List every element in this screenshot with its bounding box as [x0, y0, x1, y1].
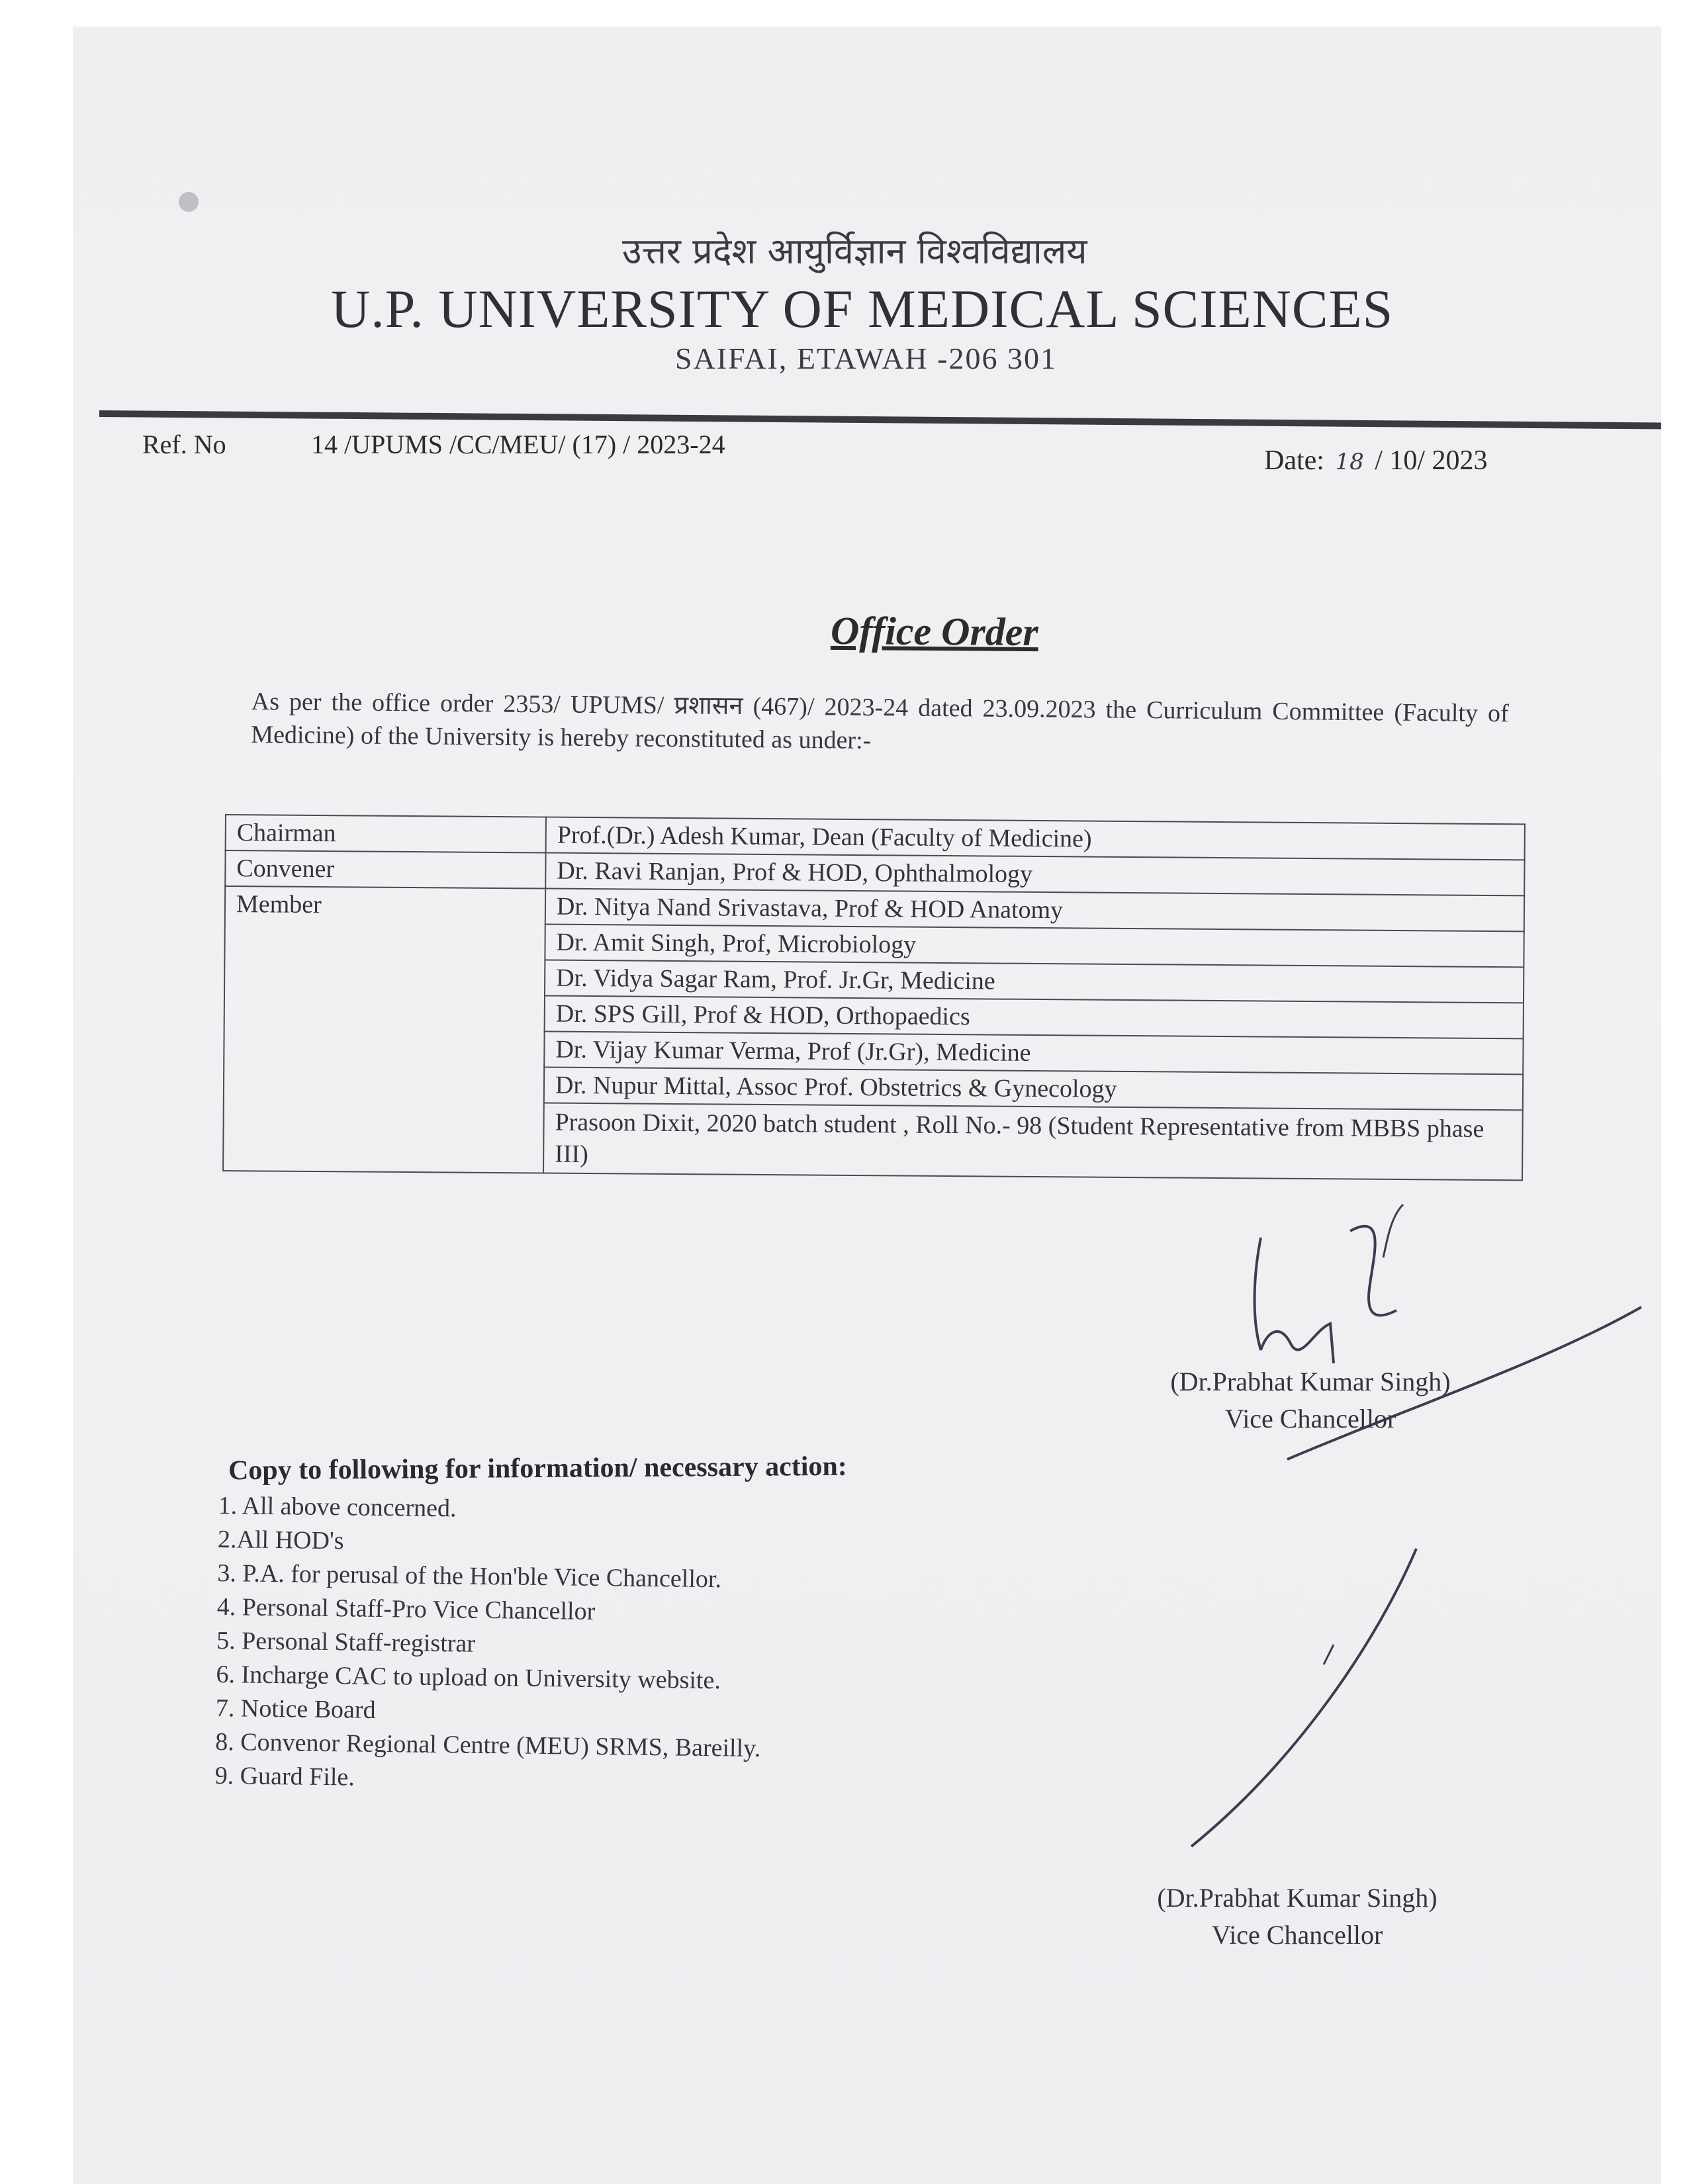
- list-item: 2.All HOD's: [217, 1525, 344, 1555]
- list-item: 6. Incharge CAC to upload on University website.: [216, 1660, 721, 1695]
- member-cell: Dr. SPS Gill, Prof & HOD, Orthopaedics: [545, 996, 1524, 1039]
- intro-paragraph: As per the office order 2353/ UPUMS/ प्रशासन (467)/ 2023-24 dated 23.09.2023 the Curriculum Committee (Faculty of Medicine) of the University is hereby reconstituted as under:-: [251, 687, 1509, 754]
- list-item: 5. Personal Staff-registrar: [216, 1626, 476, 1658]
- punch-hole: [179, 192, 199, 212]
- signature-block: [1112, 1880, 1483, 1954]
- signatory-name: (Dr.Prabhat Kumar Singh): [1157, 1883, 1438, 1913]
- role-cell: Convener: [225, 850, 545, 889]
- member-cell: Dr. Nitya Nand Srivastava, Prof & HOD Anatomy: [545, 889, 1524, 932]
- list-item: 9. Guard File.: [214, 1761, 355, 1792]
- date-rest: / 10/ 2023: [1375, 445, 1488, 476]
- signatory-title: Vice Chancellor: [1211, 1920, 1383, 1950]
- signatory-name: (Dr.Prabhat Kumar Singh): [1170, 1367, 1451, 1396]
- signature-block: [1125, 1363, 1496, 1437]
- list-item: 4. Personal Staff-Pro Vice Chancellor: [216, 1592, 596, 1625]
- member-cell: Dr. Vijay Kumar Verma, Prof (Jr.Gr), Medicine: [544, 1032, 1523, 1075]
- role-cell: Chairman: [226, 815, 546, 853]
- signatory-title: Vice Chancellor: [1224, 1404, 1396, 1433]
- university-address: SAIFAI, ETAWAH -206 301: [675, 341, 1057, 375]
- list-item: 3. P.A. for perusal of the Hon'ble Vice Chancellor.: [217, 1559, 722, 1594]
- member-cell: Dr. Amit Singh, Prof, Microbiology: [545, 925, 1524, 968]
- university-name-hindi: उत्तर प्रदेश आयुर्विज्ञान विश्वविद्यालय: [622, 230, 1087, 272]
- reference-label: Ref. No: [142, 430, 226, 459]
- university-name: U.P. UNIVERSITY OF MEDICAL SCIENCES: [331, 279, 1394, 339]
- role-cell: Member: [223, 886, 545, 1173]
- page-title: Office Order: [830, 608, 1039, 655]
- list-item: 8. Convenor Regional Centre (MEU) SRMS, Bareilly.: [215, 1727, 761, 1763]
- member-cell: Dr. Vidya Sagar Ram, Prof. Jr.Gr, Medicine: [545, 960, 1524, 1003]
- list-item: 7. Notice Board: [215, 1694, 376, 1724]
- list-item: 1. All above concerned.: [218, 1491, 457, 1523]
- date-day-handwritten: 18: [1335, 449, 1364, 475]
- member-cell: Dr. Ravi Ranjan, Prof & HOD, Ophthalmology: [545, 853, 1524, 896]
- member-cell: Dr. Nupur Mittal, Assoc Prof. Obstetrics & Gynecology: [544, 1068, 1523, 1111]
- member-cell: Prasoon Dixit, 2020 batch student , Roll No.- 98 (Student Representative from MBBS phase III): [543, 1103, 1523, 1181]
- committee-table: [222, 814, 1526, 1181]
- copy-to-list: [214, 1489, 763, 1799]
- order-date: [1264, 445, 1488, 477]
- member-cell: Prof.(Dr.) Adesh Kumar, Dean (Faculty of Medicine): [546, 817, 1525, 860]
- date-label: Date:: [1264, 445, 1324, 476]
- reference-number: 14 /UPUMS /CC/MEU/ (17) / 2023-24: [311, 430, 725, 459]
- copy-to-heading: Copy to following for information/ necessary action:: [228, 1451, 847, 1486]
